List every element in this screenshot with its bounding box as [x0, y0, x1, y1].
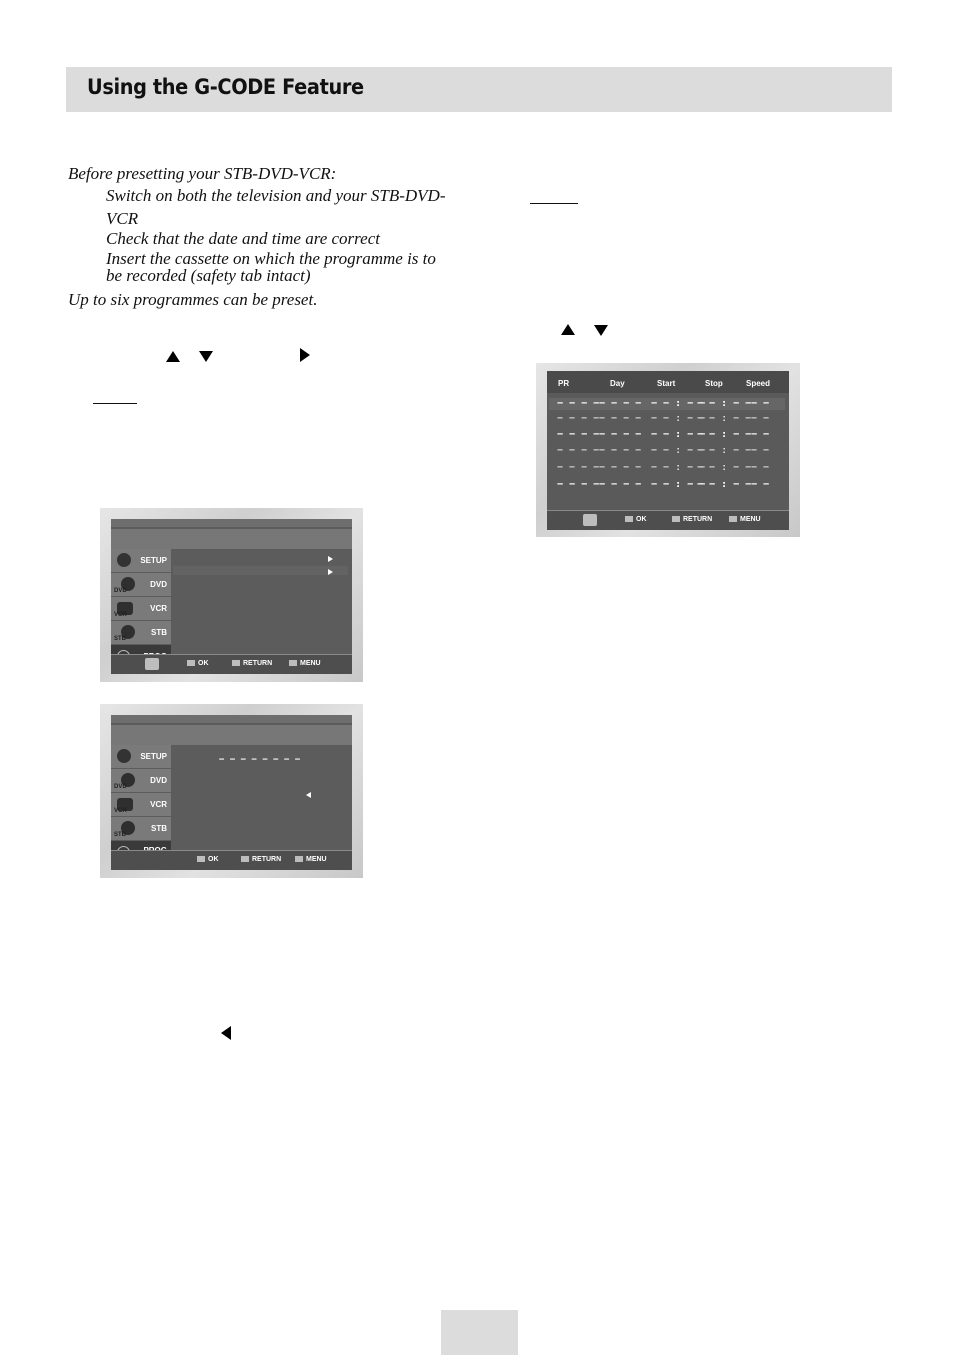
navigation-icon [145, 658, 159, 670]
menu-screenshot-1 [100, 508, 363, 682]
cell-day[interactable]: − − − − [599, 429, 642, 440]
underline-mark [530, 203, 578, 204]
submenu-arrow-icon [328, 569, 333, 575]
cell-day[interactable]: − − − − [599, 479, 642, 490]
cell-start[interactable]: − − : − − [651, 398, 706, 409]
intro-heading: Before presetting your STB-DVD-VCR: [68, 164, 337, 183]
return-icon [232, 660, 240, 666]
menu-icon [289, 660, 297, 666]
cell-pr[interactable]: − − − − [557, 429, 600, 440]
footer-return: RETURN [241, 856, 281, 863]
osd-screen [111, 519, 352, 672]
menu-item-dvd[interactable]: DVD DVD [111, 769, 171, 792]
triangle-down-icon [199, 351, 213, 362]
gcode-input[interactable]: − − − − − − − − [219, 755, 301, 765]
cell-stop[interactable]: − − : − − [697, 462, 752, 473]
menu-item-vcr[interactable]: VCR VCR [111, 793, 171, 816]
footer-ok: OK [187, 660, 209, 667]
title-bar [66, 67, 892, 112]
footer-ok: OK [197, 856, 219, 863]
menu-icon [295, 856, 303, 862]
cell-speed[interactable]: − − [751, 398, 770, 409]
submenu-arrow-icon [328, 556, 333, 562]
ok-icon [625, 516, 633, 522]
footer-menu: MENU [289, 660, 321, 667]
ok-icon [187, 660, 195, 666]
cell-pr[interactable]: − − − − [557, 479, 600, 490]
osd-screen [111, 715, 352, 868]
cell-stop[interactable]: − − : − − [697, 429, 752, 440]
intro-bullet-1-cont: VCR [106, 209, 139, 228]
triangle-left-icon [221, 1026, 231, 1040]
triangle-down-icon [594, 325, 608, 336]
col-header-speed: Speed [746, 379, 771, 388]
return-icon [672, 516, 680, 522]
footer-return: RETURN [232, 660, 272, 667]
intro-bullet-3-cont: be recorded (safety tab intact) [106, 266, 311, 285]
cell-speed[interactable]: − − [751, 479, 770, 490]
cell-start[interactable]: − − : − − [651, 413, 706, 424]
menu-item-setup[interactable]: SETUP [111, 549, 171, 572]
cell-start[interactable]: − − : − − [651, 445, 706, 456]
cell-pr[interactable]: − − − − [557, 445, 600, 456]
footer-menu: MENU [295, 856, 327, 863]
cell-pr[interactable]: − − − − [557, 398, 600, 409]
osd-footer [111, 850, 352, 870]
footer-return: RETURN [672, 516, 712, 523]
cell-speed[interactable]: − − [751, 429, 770, 440]
osd-header [111, 529, 352, 549]
col-header-pr: PR [558, 379, 570, 388]
intro-bullet-3: Insert the cassette on which the programme is to [106, 249, 436, 268]
highlight-row [173, 566, 348, 575]
triangle-up-icon [166, 351, 180, 362]
osd-header [111, 725, 352, 745]
cell-start[interactable]: − − : − − [651, 479, 706, 490]
menu-item-stb[interactable]: STB STB [111, 621, 171, 644]
menu-icon [729, 516, 737, 522]
osd-screen [547, 371, 789, 529]
intro-bullet-1: Switch on both the television and your STB-DVD- [106, 186, 446, 205]
cell-day[interactable]: − − − − [599, 413, 642, 424]
cursor-arrow-icon [306, 792, 311, 798]
osd-footer [111, 654, 352, 674]
menu-item-setup[interactable]: SETUP [111, 745, 171, 768]
cell-stop[interactable]: − − : − − [697, 479, 752, 490]
page-number-tab [441, 1310, 518, 1355]
triangle-up-icon [561, 324, 575, 335]
cell-start[interactable]: − − : − − [651, 462, 706, 473]
footer-ok: OK [625, 516, 647, 523]
cell-start[interactable]: − − : − − [651, 429, 706, 440]
menu-screenshot-2 [100, 704, 363, 878]
cell-stop[interactable]: − − : − − [697, 398, 752, 409]
cell-day[interactable]: − − − − [599, 398, 642, 409]
col-header-stop: Stop [705, 379, 723, 388]
cell-stop[interactable]: − − : − − [697, 413, 752, 424]
cell-speed[interactable]: − − [751, 462, 770, 473]
cell-stop[interactable]: − − : − − [697, 445, 752, 456]
cell-pr[interactable]: − − − − [557, 462, 600, 473]
cell-speed[interactable]: − − [751, 413, 770, 424]
menu-item-vcr[interactable]: VCR VCR [111, 597, 171, 620]
navigation-icon [583, 514, 597, 526]
gear-icon [117, 553, 131, 567]
intro-bullet-2: Check that the date and time are correct [106, 229, 380, 248]
intro-note: Up to six programmes can be preset. [68, 290, 318, 309]
triangle-right-icon [300, 348, 310, 362]
cell-day[interactable]: − − − − [599, 445, 642, 456]
menu-item-stb[interactable]: STB STB [111, 817, 171, 840]
ok-icon [197, 856, 205, 862]
col-header-day: Day [610, 379, 625, 388]
cell-speed[interactable]: − − [751, 445, 770, 456]
underline-mark [93, 403, 137, 404]
return-icon [241, 856, 249, 862]
col-header-start: Start [657, 379, 676, 388]
menu-item-dvd[interactable]: DVD DVD [111, 573, 171, 596]
cell-day[interactable]: − − − − [599, 462, 642, 473]
footer-menu: MENU [729, 516, 761, 523]
osd-footer [547, 510, 789, 530]
gear-icon [117, 749, 131, 763]
cell-pr[interactable]: − − − − [557, 413, 600, 424]
page-title: Using the G-CODE Feature [87, 75, 364, 99]
program-list-screenshot [536, 363, 800, 537]
